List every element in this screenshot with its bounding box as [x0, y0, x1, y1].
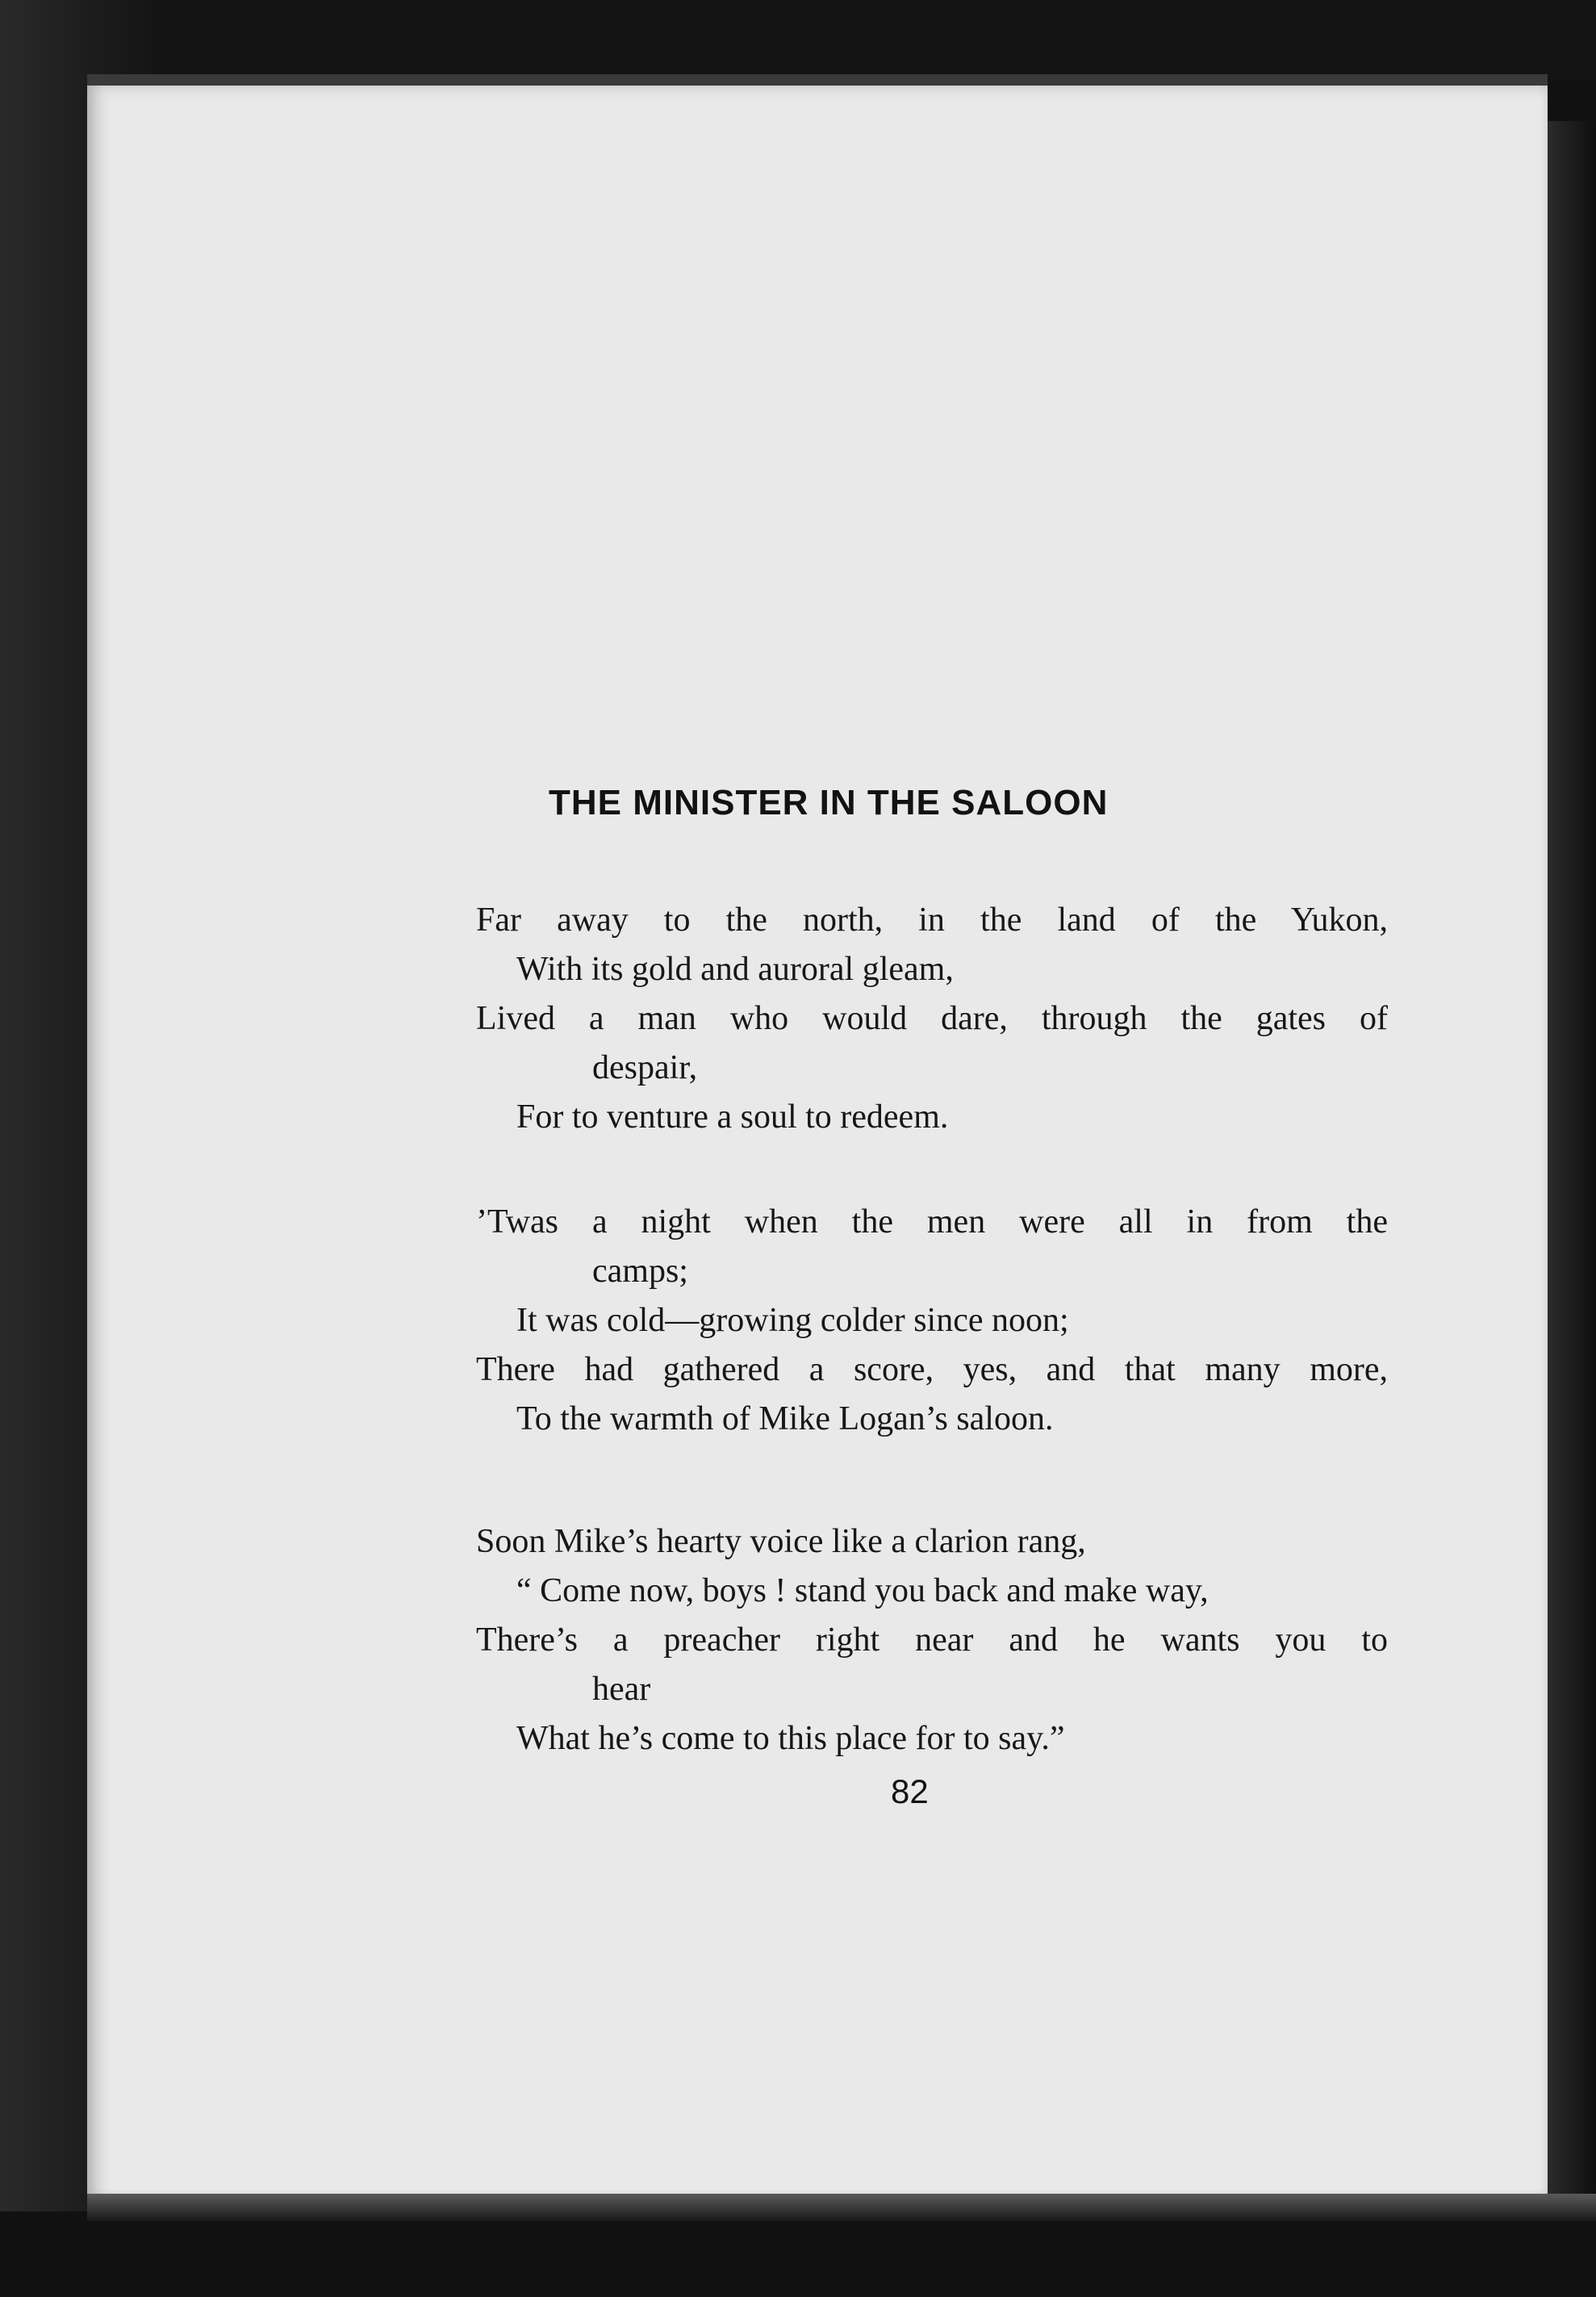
- verse-line: It was cold—growing colder since noon;: [516, 1302, 1069, 1339]
- verse-line: With its gold and auroral gleam,: [516, 951, 954, 988]
- scan-backdrop-bottom: [0, 2211, 1596, 2297]
- verse-line: There had gathered a score, yes, and that many more,: [476, 1351, 1388, 1388]
- verse-line: What he’s come to this place for to say.”: [516, 1720, 1065, 1757]
- verse-line: camps;: [592, 1253, 688, 1290]
- verse-line: Lived a man who would dare, through the gates of: [476, 1000, 1388, 1037]
- verse-line: There’s a preacher right near and he wants you to: [476, 1621, 1388, 1659]
- scan-backdrop-top: [0, 0, 1596, 81]
- stanza-2: [476, 1198, 1412, 1444]
- verse-line: despair,: [592, 1049, 698, 1086]
- stanza-3: [476, 1517, 1412, 1764]
- page-number: 82: [891, 1772, 929, 1810]
- poem-title: THE MINISTER IN THE SALOON: [549, 783, 1109, 822]
- verse-line: Far away to the north, in the land of the Yukon,: [476, 902, 1388, 939]
- verse-line: ’Twas a night when the men were all in from the: [476, 1203, 1388, 1241]
- verse-line: To the warmth of Mike Logan’s saloon.: [516, 1400, 1054, 1437]
- page-right-edge-shadow: [1548, 121, 1596, 2220]
- verse-line: hear: [592, 1671, 651, 1708]
- page-bottom-edge-shadow: [87, 2194, 1596, 2221]
- stanza-1: [476, 896, 1412, 1142]
- verse-line: “ Come now, boys ! stand you back and make way,: [516, 1572, 1209, 1609]
- verse-line: For to venture a soul to redeem.: [516, 1098, 949, 1136]
- verse-line: Soon Mike’s hearty voice like a clarion rang,: [476, 1523, 1086, 1560]
